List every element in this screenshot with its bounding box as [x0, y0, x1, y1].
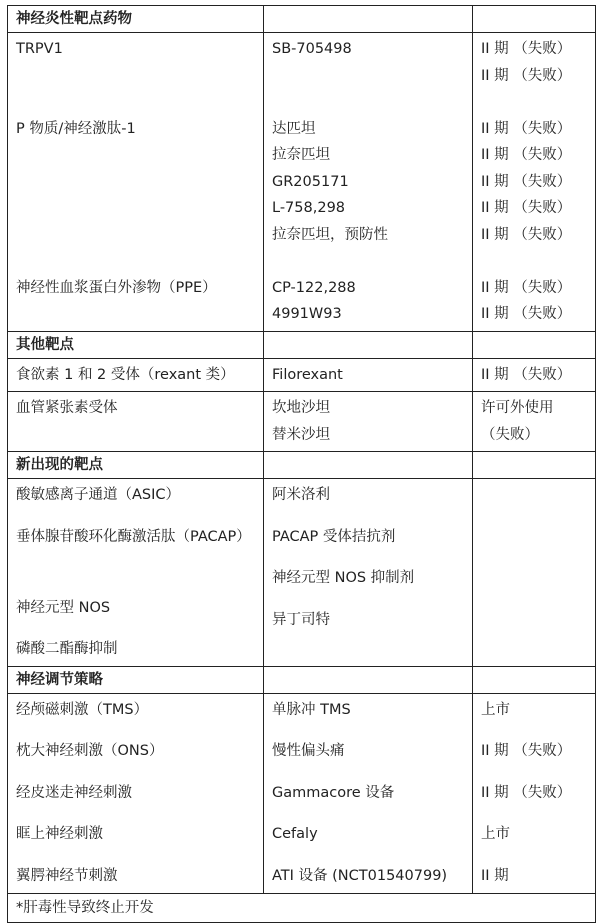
drug-cell: 单脉冲 TMS 慢性偏头痛 Gammacore 设备 Cefaly ATI 设备 (NCT01540799): [264, 693, 473, 893]
drug-cell: 坎地沙坦 替米沙坦: [264, 392, 473, 452]
footnote: *肝毒性导致终止开发: [8, 893, 596, 922]
section-header-row: [8, 6, 596, 33]
table-row: [8, 479, 596, 667]
drug-table: [7, 5, 596, 923]
section-header-row: [8, 331, 596, 358]
section-header-row: [8, 666, 596, 693]
status-cell: II 期 （失败）: [473, 358, 596, 392]
status-cell: 许可外使用 （失败）: [473, 392, 596, 452]
section-title: 神经炎性靶点药物: [8, 6, 264, 33]
target-cell: 食欲素 1 和 2 受体（rexant 类）: [8, 358, 264, 392]
target-cell: 血管紧张素受体: [8, 392, 264, 452]
footnote-row: [8, 893, 596, 922]
section-header-row: [8, 452, 596, 479]
target-cell: TRPV1 P 物质/神经激肽-1 神经性血浆蛋白外渗物（PPE）: [8, 33, 264, 332]
target-cell: 酸敏感离子通道（ASIC） 垂体腺苷酸环化酶激活肽（PACAP） 神经元型 NOS 磷酸二酯酶抑制: [8, 479, 264, 667]
status-cell: 上市 II 期 （失败） II 期 （失败） 上市 II 期: [473, 693, 596, 893]
table-row: [8, 33, 596, 332]
drug-cell: SB-705498 达匹坦 拉奈匹坦 GR205171 L-758,298 拉奈匹坦，预防性 CP-122,288 4991W93: [264, 33, 473, 332]
drug-cell: Filorexant: [264, 358, 473, 392]
drug-cell: 阿米洛利 PACAP 受体拮抗剂 神经元型 NOS 抑制剂 异丁司特: [264, 479, 473, 667]
section-title: 新出现的靶点: [8, 452, 264, 479]
table-row: [8, 358, 596, 392]
table-row: [8, 392, 596, 452]
section-title: 其他靶点: [8, 331, 264, 358]
target-cell: 经颅磁刺激（TMS） 枕大神经刺激（ONS） 经皮迷走神经刺激 眶上神经刺激 翼腭神经节刺激: [8, 693, 264, 893]
status-cell: [473, 479, 596, 667]
section-title: 神经调节策略: [8, 666, 264, 693]
table-row: [8, 693, 596, 893]
status-cell: II 期 （失败） II 期 （失败） II 期 （失败） II 期 （失败） II 期 （失败） II 期 （失败） II 期 （失败） II 期 （失败） II 期 （失败）: [473, 33, 596, 332]
